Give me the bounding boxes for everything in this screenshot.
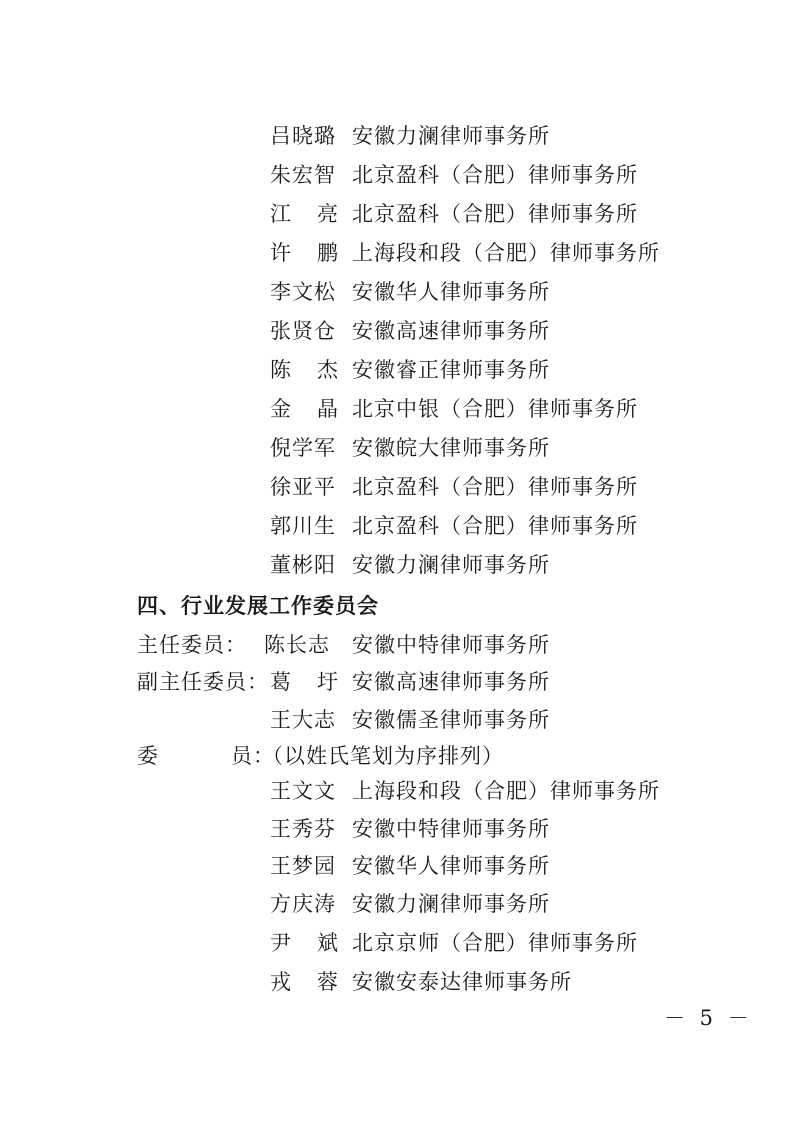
member-firm: 北京盈科（合肥）律师事务所 bbox=[352, 202, 638, 226]
member-name: 金晶 bbox=[270, 397, 364, 421]
member-name: 张贤仓 bbox=[270, 319, 336, 343]
vice-director-role-label: 副主任委员： bbox=[137, 670, 269, 694]
member-name: 王文文 bbox=[270, 779, 336, 803]
member-name: 徐亚平 bbox=[270, 475, 336, 499]
member-firm: 北京盈科（合肥）律师事务所 bbox=[352, 514, 638, 538]
member-name: 李文松 bbox=[270, 280, 336, 304]
section-heading: 四、行业发展工作委员会 bbox=[137, 593, 379, 618]
member-firm: 上海段和段（合肥）律师事务所 bbox=[352, 779, 660, 803]
members-role-char-1: 委 bbox=[137, 744, 159, 768]
director-name: 陈长志 bbox=[264, 633, 330, 657]
members-role-label bbox=[137, 742, 275, 770]
member-firm: 上海段和段（合肥）律师事务所 bbox=[352, 241, 660, 265]
member-name: 江亮 bbox=[270, 202, 364, 226]
member-firm: 北京盈科（合肥）律师事务所 bbox=[352, 475, 638, 499]
member-firm: 安徽皖大律师事务所 bbox=[352, 436, 550, 460]
member-firm: 安徽中特律师事务所 bbox=[352, 817, 550, 841]
member-firm: 安徽力澜律师事务所 bbox=[352, 892, 550, 916]
member-name: 方庆涛 bbox=[270, 892, 336, 916]
member-firm: 北京京师（合肥）律师事务所 bbox=[352, 931, 638, 955]
member-firm: 安徽力澜律师事务所 bbox=[352, 124, 550, 148]
members-role-char-2: 员： bbox=[231, 744, 275, 768]
member-firm: 安徽高速律师事务所 bbox=[352, 319, 550, 343]
vice-director-firm: 安徽高速律师事务所 bbox=[352, 670, 550, 694]
member-firm: 安徽安泰达律师事务所 bbox=[352, 970, 572, 994]
member-name: 戎蓉 bbox=[270, 970, 364, 994]
member-name: 陈杰 bbox=[270, 358, 364, 382]
member-firm: 北京盈科（合肥）律师事务所 bbox=[352, 163, 638, 187]
member-firm: 安徽华人律师事务所 bbox=[352, 854, 550, 878]
member-name: 倪学军 bbox=[270, 436, 336, 460]
vice-director-firm: 安徽儒圣律师事务所 bbox=[352, 708, 550, 732]
director-firm: 安徽中特律师事务所 bbox=[352, 633, 550, 657]
member-name: 董彬阳 bbox=[270, 553, 336, 577]
vice-director-name: 葛圩 bbox=[270, 670, 364, 694]
members-order-note: （以姓氏笔划为序排列） bbox=[262, 744, 504, 768]
member-name: 吕晓璐 bbox=[270, 124, 336, 148]
member-name: 尹斌 bbox=[270, 931, 364, 955]
director-role-label: 主任委员： bbox=[137, 633, 247, 657]
member-name: 王梦园 bbox=[270, 854, 336, 878]
member-name: 郭川生 bbox=[270, 514, 336, 538]
member-firm: 安徽睿正律师事务所 bbox=[352, 358, 550, 382]
member-firm: 安徽华人律师事务所 bbox=[352, 280, 550, 304]
vice-director-name: 王大志 bbox=[270, 708, 336, 732]
member-name: 王秀芬 bbox=[270, 817, 336, 841]
page-number: － 5 － bbox=[664, 1006, 753, 1030]
member-name: 朱宏智 bbox=[270, 163, 336, 187]
member-firm: 安徽力澜律师事务所 bbox=[352, 553, 550, 577]
member-name: 许鹏 bbox=[270, 241, 364, 265]
member-firm: 北京中银（合肥）律师事务所 bbox=[352, 397, 638, 421]
